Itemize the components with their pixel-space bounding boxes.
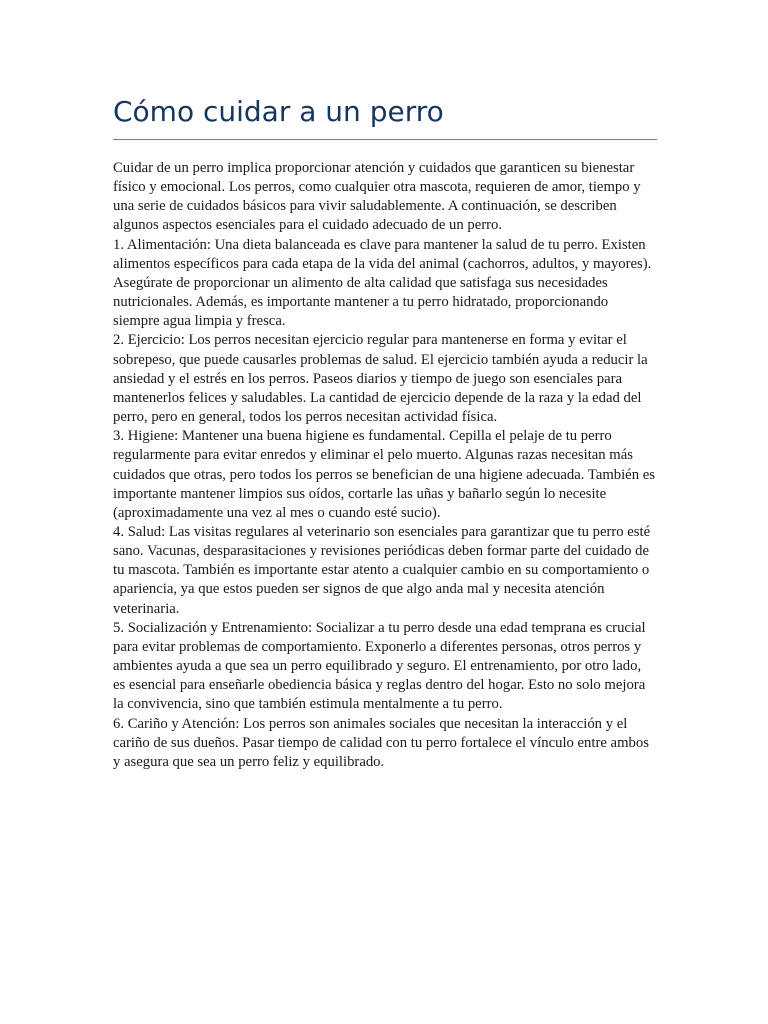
paragraph-alimentacion: 1. Alimentación: Una dieta balanceada es clave para mantener la salud de tu perro. Existen alimentos específicos para cada etapa de la vida del animal (cachorros, adultos, y mayores). Asegúrate de proporcionar un alimento de alta calidad que satisfaga sus necesidades nutricionales. Además, es importante mantener a tu perro hidratado, proporcionando siempre agua limpia y fresca.: [113, 236, 652, 330]
title-underline: [113, 139, 657, 140]
intro-paragraph: Cuidar de un perro implica proporcionar atención y cuidados que garanticen su bienestar físico y emocional. Los perros, como cualquier otra mascota, requieren de amor, tiempo y una serie de cuidados básicos para vivir saludablemente. A continuación, se describen algunos aspectos esenciales para el cuidado adecuado de un perro.: [113, 160, 641, 234]
paragraph-salud: 4. Salud: Las visitas regulares al veterinario son esenciales para garantizar que tu perro esté sano. Vacunas, desparasitaciones y revisiones periódicas deben formar parte del cuidado de tu mascota. También es importante estar atento a cualquier cambio en su comportamiento o apariencia, ya que estos pueden ser signos de que algo anda mal y necesita atención veterinaria.: [113, 523, 651, 617]
paragraph-carino: 6. Cariño y Atención: Los perros son animales sociales que necesitan la interacción y el cariño de sus dueños. Pasar tiempo de calidad con tu perro fortalece el vínculo entre ambos y asegura que sea un perro feliz y equilibrado.: [113, 715, 649, 770]
paragraph-ejercicio: 2. Ejercicio: Los perros necesitan ejercicio regular para mantenerse en forma y evitar el sobrepeso, que puede causarles problemas de salud. El ejercicio también ayuda a reducir la ansiedad y el estrés en los perros. Paseos diarios y tiempo de juego son esenciales para mantenerlos felices y saludables. La cantidad de ejercicio depende de la raza y la edad del perro, pero en general, todos los perros necesitan actividad física.: [113, 332, 648, 426]
paragraph-higiene: 3. Higiene: Mantener una buena higiene es fundamental. Cepilla el pelaje de tu perro regularmente para evitar enredos y eliminar el pelo muerto. Algunas razas necesitan más cuidados que otras, pero todos los perros se benefician de una higiene adecuada. También es importante mantener limpios sus oídos, cortarle las uñas y bañarlo según lo necesite (aproximadamente una vez al mes o cuando esté sucio).: [113, 428, 655, 521]
page-title: Cómo cuidar a un perro: [113, 95, 444, 128]
paragraph-socializacion: 5. Socialización y Entrenamiento: Socializar a tu perro desde una edad temprana es crucial para evitar problemas de comportamiento. Exponerlo a diferentes personas, otros perros y ambientes ayuda a que sea un perro equilibrado y seguro. El entrenamiento, por otro lado, es esencial para enseñarle obediencia básica y reglas dentro del hogar. Esto no solo mejora la convivencia, sino que también estimula mentalmente a tu perro.: [113, 619, 646, 713]
document-body: [113, 159, 657, 772]
